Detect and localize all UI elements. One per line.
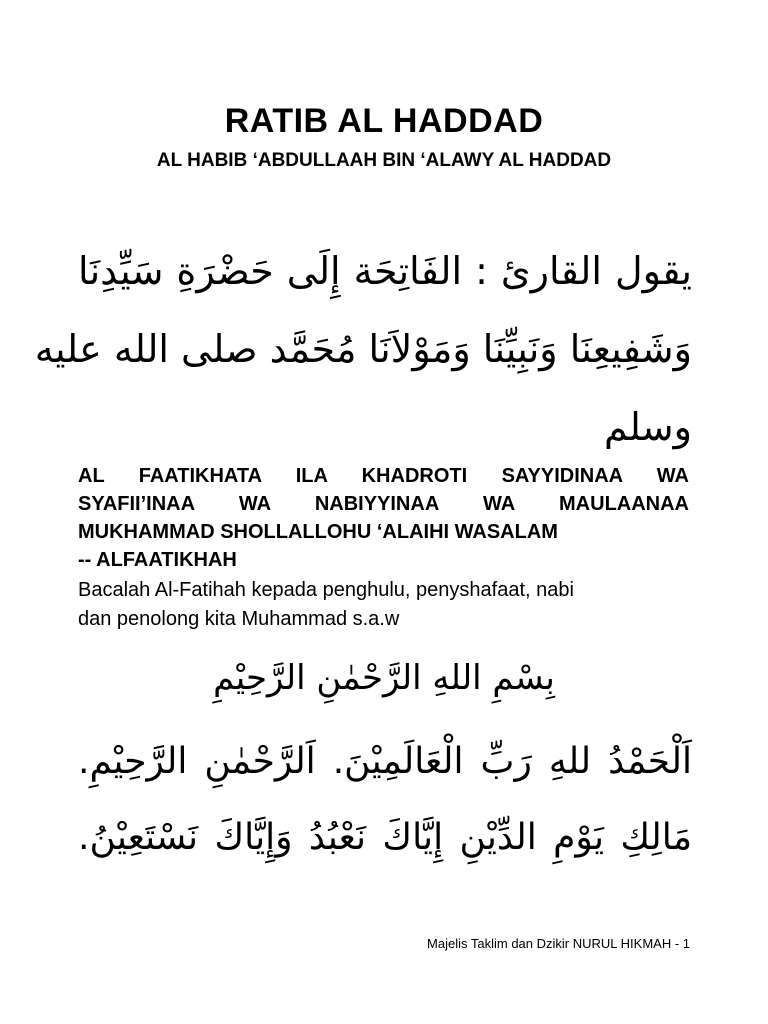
- fatiha-verses: [78, 724, 692, 876]
- arabic-intro-line: يقول القارئ : الفَاتِحَة إِلَى حَضْرَةِ سَيِّدِنَا: [78, 249, 692, 293]
- transliteration-block: [78, 462, 689, 574]
- transliteration-line: SYAFII’INAA WA NABIYYINAA WA MAULAANAA: [78, 493, 689, 515]
- arabic-intro-line: وَشَفِيعِنَا وَنَبِيِّنَا وَمَوْلاَنَا مُحَمَّد صلى الله عليه: [34, 327, 692, 371]
- basmala: بِسْمِ اللهِ الرَّحْمٰنِ الرَّحِيْمِ: [213, 658, 555, 698]
- fatiha-line: اَلْحَمْدُ للهِ رَبِّ الْعَالَمِيْنَ. اَلرَّحْمٰنِ الرَّحِيْمِ.: [78, 741, 692, 782]
- transliteration-line: AL FAATIKHATA ILA KHADROTI SAYYIDINAA WA: [78, 465, 689, 487]
- translation-line: dan penolong kita Muhammad s.a.w: [78, 608, 400, 630]
- transliteration-line: -- ALFAATIKHAH: [78, 549, 237, 571]
- arabic-intro: [34, 232, 692, 466]
- page-title: RATIB AL HADDAD: [224, 102, 544, 140]
- page-footer: Majelis Taklim dan Dzikir NURUL HIKMAH - 1: [427, 936, 690, 951]
- arabic-intro-line: وسلم: [603, 405, 692, 449]
- transliteration-line: MUKHAMMAD SHOLLALLOHU ‘ALAIHI WASALAM: [78, 521, 558, 543]
- fatiha-line: مَالِكِ يَوْمِ الدِّيْنِ إِيَّاكَ نَعْبُدُ وَإِيَّاكَ نَسْتَعِيْنُ.: [78, 817, 692, 858]
- page-subtitle: AL HABIB ‘ABDULLAAH BIN ‘ALAWY AL HADDAD: [156, 150, 612, 171]
- translation-line: Bacalah Al-Fatihah kepada penghulu, penyshafaat, nabi: [78, 579, 574, 601]
- translation-block: [78, 576, 689, 634]
